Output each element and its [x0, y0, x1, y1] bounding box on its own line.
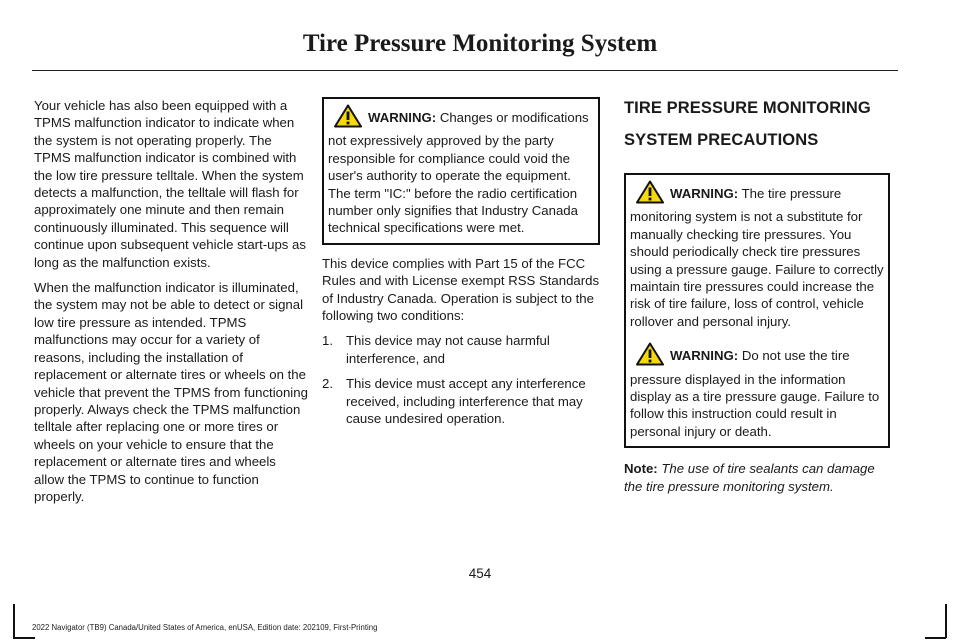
warning-box-precautions [624, 173, 890, 448]
note-text: The use of tire sealants can damage the tire pressure monitoring system. [624, 461, 875, 494]
warning-label: WARNING: [670, 348, 739, 364]
warning-triangle-icon [334, 104, 362, 132]
conditions-list [322, 332, 600, 427]
list-item [322, 332, 600, 367]
list-item-number: 1. [322, 333, 333, 349]
list-item [322, 375, 600, 427]
page-header-title: Tire Pressure Monitoring System [302, 30, 658, 57]
note-label: Note: [624, 461, 658, 477]
warning-triangle-icon [636, 342, 664, 370]
column-middle [322, 97, 600, 436]
warning-triangle-icon [636, 180, 664, 208]
list-item-number: 2. [322, 376, 333, 392]
crop-mark [13, 604, 15, 638]
warning-text: The tire pressure monitoring system is not a substitute for manually checking tire pressures. You should periodically check tire pressures using a pressure gauge. Failure to correctly maintain tire pressures could increase the risk of tire failure, loss of control, vehicle rollover and personal injury. [630, 186, 884, 329]
list-item-text: This device must accept any interference received, including interference that may cause undesired operation. [346, 376, 586, 427]
warning-text: Do not use the tire pressure displayed in the information display as a tire pressure gauge. Failure to follow this instruction could result in personal injury or death. [630, 348, 880, 439]
paragraph-fcc-compliance: This device complies with Part 15 of the FCC Rules and with License exempt RSS Standards of Industry Canada. Operation is subject to the following two conditions: [322, 255, 600, 324]
crop-mark [945, 604, 947, 638]
paragraph-malfunction: When the malfunction indicator is illuminated, the system may not be able to detect or signal low tire pressure as intended. TPMS malfunctions may occur for a variety of reasons, including the installation of replacement or alternate tires or wheels on the vehicle that prevent the TPMS from functioning properly. Always check the TPMS malfunction telltale after replacing one or more tires or wheels on your vehicle to ensure that the replacement or alternate tires and wheels allow the TPMS to continue to function properly. [34, 280, 308, 504]
crop-mark [13, 637, 35, 639]
section-heading [624, 97, 890, 151]
column-right [624, 97, 890, 503]
header-rule [32, 70, 898, 71]
warning-label: WARNING: [670, 186, 739, 201]
note-paragraph [624, 460, 890, 495]
section-heading-line: SYSTEM PRECAUTIONS [624, 131, 819, 149]
list-item-text: This device may not cause harmful interference, and [346, 333, 550, 366]
page-footer: 2022 Navigator (TB9) Canada/United States of America, enUSA, Edition date: 202109, First-Printing [32, 623, 378, 632]
warning-text: Changes or modifications not expressively approved by the party responsible for compliance could void the user's authority to operate the equipment. The term "IC:" before the radio certification number only signifies that Industry Canada technical specifications were met. [328, 110, 589, 236]
crop-mark [925, 637, 946, 639]
section-heading-line: TIRE PRESSURE MONITORING [624, 99, 871, 117]
page-number: 454 [468, 566, 492, 581]
warning-label: WARNING: [368, 110, 437, 125]
paragraph-tpms-indicator: Your vehicle has also been equipped with a TPMS malfunction indicator to indicate when the system is not operating properly. The TPMS malfunction indicator is combined with the low tire pressure telltale. When the system detects a malfunction, the telltale will flash for approximately one minute and then remain continuously illuminated. This sequence will continue upon subsequent vehicle start-ups as long as the malfunction exists. [34, 98, 306, 270]
warning-box-fcc [322, 97, 600, 245]
column-left [34, 97, 308, 513]
